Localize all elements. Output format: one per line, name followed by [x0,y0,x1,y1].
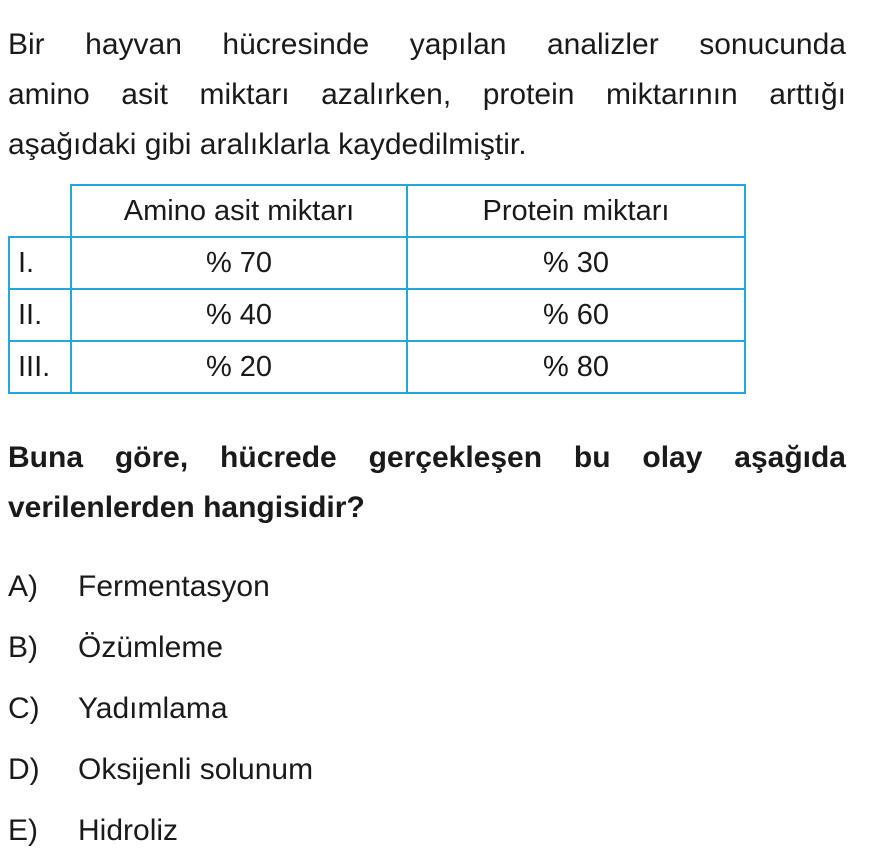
column-header-protein: Protein miktarı [407,185,745,237]
option-a[interactable] [8,563,313,624]
table-row [9,341,745,393]
option-d[interactable] [8,746,313,807]
table-row [9,289,745,341]
option-letter: B) [8,631,38,664]
protein-value-cell: % 80 [407,341,745,393]
answer-options [8,563,313,868]
row-label: III. [9,341,71,393]
stem-line: amino asit miktarı azalırken, protein miktarının arttığı [8,78,846,111]
amino-value-cell: % 70 [71,237,407,289]
data-table [8,184,746,394]
option-text: Yadımlama [78,692,228,725]
option-text: Hidroliz [78,814,179,847]
question-prompt [8,433,846,533]
option-e[interactable] [8,807,313,868]
option-text: Fermentasyon [78,570,270,603]
option-letter: A) [8,570,38,603]
option-c[interactable] [8,685,313,746]
table-header-row [9,185,745,237]
option-letter: C) [8,692,40,725]
table-corner-cell [9,185,71,237]
option-b[interactable] [8,624,313,685]
row-label: II. [9,289,71,341]
column-header-amino: Amino asit miktarı [71,185,407,237]
protein-value-cell: % 30 [407,237,745,289]
stem-line: Bir hayvan hücresinde yapılan analizler sonucunda [8,28,846,61]
prompt-line: Buna göre, hücrede gerçekleşen bu olay aşağıda [8,441,846,474]
amino-value-cell: % 40 [71,289,407,341]
protein-value-cell: % 60 [407,289,745,341]
amino-value-cell: % 20 [71,341,407,393]
row-label: I. [9,237,71,289]
question-stem [8,20,846,170]
table-row [9,237,745,289]
option-text: Özümleme [78,631,224,664]
prompt-line: verilenlerden hangisidir? [8,491,365,524]
stem-line: aşağıdaki gibi aralıklarla kaydedilmiştir. [8,128,527,161]
option-letter: D) [8,753,40,786]
option-text: Oksijenli solunum [78,753,314,786]
option-letter: E) [8,814,38,847]
